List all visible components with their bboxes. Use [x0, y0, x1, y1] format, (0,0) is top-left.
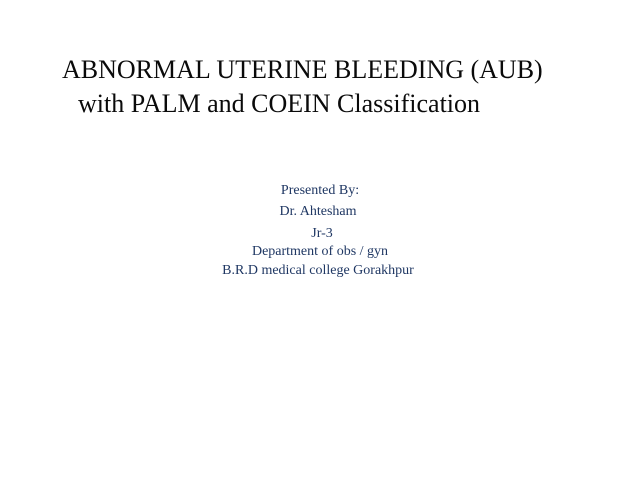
- presenter-name: Dr. Ahtesham: [279, 204, 357, 219]
- presenter-college: B.R.D medical college Gorakhpur: [222, 263, 414, 278]
- slide-title-line-1: ABNORMAL UTERINE BLEEDING (AUB): [62, 55, 543, 84]
- presented-by-label: Presented By:: [280, 183, 360, 198]
- presenter-department: Department of obs / gyn: [251, 244, 389, 259]
- presenter-level: Jr-3: [311, 226, 333, 241]
- slide-title-line-2: with PALM and COEIN Classification: [78, 89, 481, 118]
